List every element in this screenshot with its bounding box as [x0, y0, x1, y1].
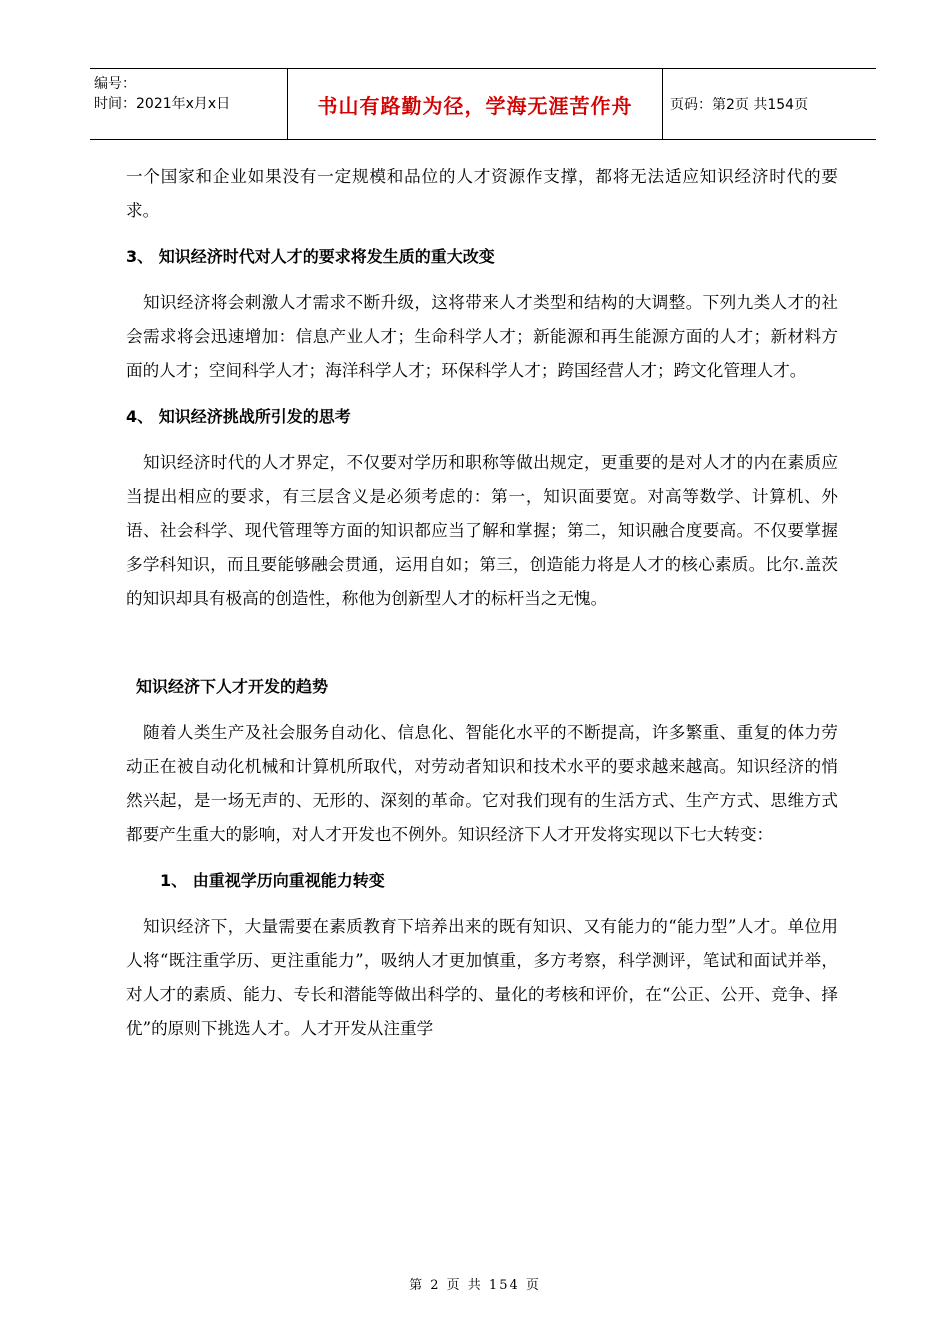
heading-1: 1、 由重视学历向重视能力转变 [160, 871, 385, 890]
page-info: 页码：第2页 共154页 [670, 97, 809, 113]
paragraph-3: 知识经济时代的人才界定，不仅要对学历和职称等做出规定，更重要的是对人才的内在素质应当提出相应的要求，有三层含义是必须考虑的：第一，知识面要宽。对高等数学、计算机、外语、社会科学、现代管理等方面的知识都应当了解和掌握；第二，知识融合度要高。不仅要掌握多学科知识，而且要能够融会贯通，运用自如；第三，创造能力将是人才的核心素质。比尔.盖茨的知识却具有极高的创造性，称他为创新型人才的标杆当之无愧。 [126, 453, 838, 608]
heading-3: 3、 知识经济时代对人才的要求将发生质的重大改变 [126, 247, 495, 266]
paragraph-2: 知识经济将会刺激人才需求不断升级，这将带来人才类型和结构的大调整。下列九类人才的社会需求将会迅速增加：信息产业人才；生命科学人才；新能源和再生能源方面的人才；新材料方面的人才；空间科学人才；海洋科学人才；环保科学人才；跨国经营人才；跨文化管理人才。 [126, 293, 838, 380]
number-label: 编号： [94, 76, 136, 92]
time-label: 时间：2021年x月x日 [94, 96, 231, 112]
section-title: 知识经济下人才开发的趋势 [136, 677, 329, 696]
header-meta [90, 69, 286, 139]
motto: 书山有路勤为径，学海无涯苦作舟 [317, 93, 633, 118]
paragraph-4: 随着人类生产及社会服务自动化、信息化、智能化水平的不断提高，许多繁重、重复的体力劳动正在被自动化机械和计算机所取代，对劳动者知识和技术水平的要求越来越高。知识经济的悄然兴起，是一场无声的、无形的、深刻的革命。它对我们现有的生活方式、生产方式、思维方式都要产生重大的影响，对人才开发也不例外。知识经济下人才开发将实现以下七大转变： [126, 723, 838, 844]
header-motto-cell [287, 69, 663, 139]
page-header [90, 68, 876, 140]
paragraph-5: 知识经济下，大量需要在素质教育下培养出来的既有知识、又有能力的“能力型”人才。单位用人将“既注重学历、更注重能力”，吸纳人才更加慎重，多方考察，科学测评，笔试和面试并举，对人才的素质、能力、专长和潜能等做出科学的、量化的考核和评价，在“公正、公开、竞争、择优”的原则下挑选人才。人才开发从注重学 [126, 917, 838, 1038]
document-body [126, 160, 838, 1046]
page-footer: 第 2 页 共 154 页 [409, 1278, 541, 1293]
paragraph-1: 一个国家和企业如果没有一定规模和品位的人才资源作支撑，都将无法适应知识经济时代的要求。 [126, 167, 838, 220]
heading-4: 4、 知识经济挑战所引发的思考 [126, 407, 351, 426]
